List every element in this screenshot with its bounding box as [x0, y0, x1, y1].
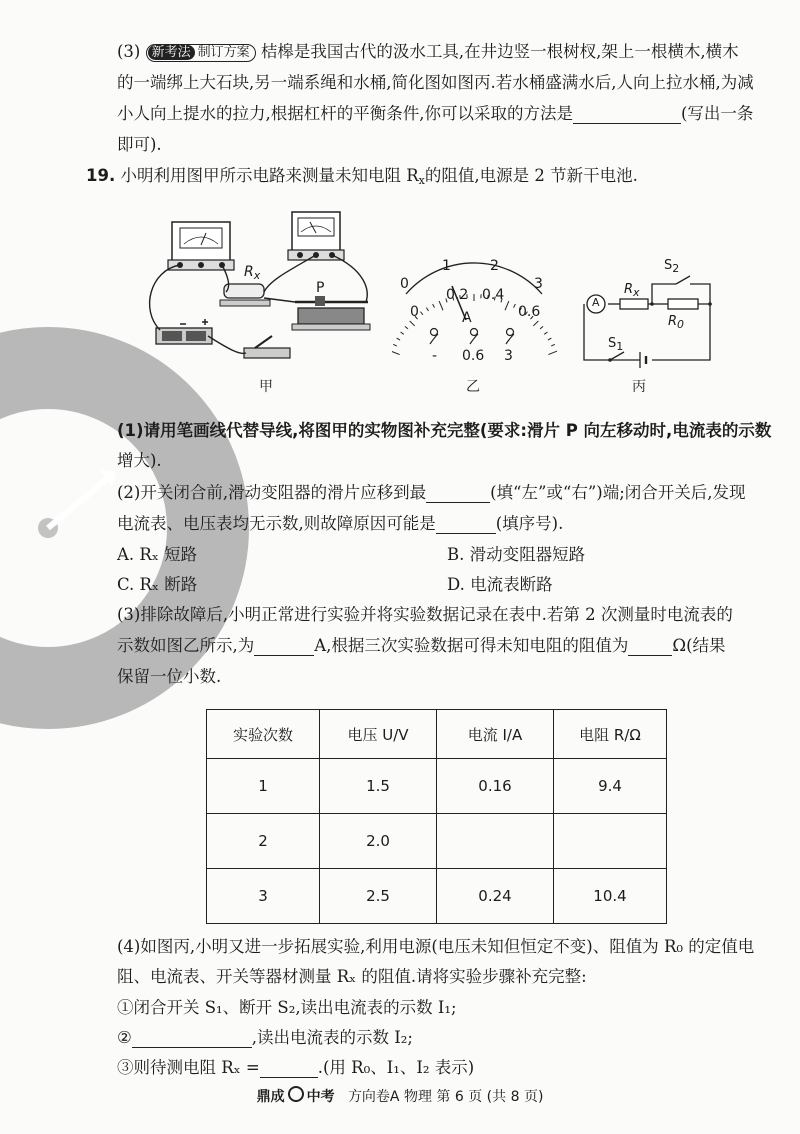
option-a: A. Rₓ 短路 — [117, 545, 198, 564]
label-p: P — [316, 280, 325, 296]
figure-bing-label: 丙 — [632, 379, 646, 395]
circuit-label-a: A — [592, 296, 600, 309]
logo-circle-icon — [288, 1086, 304, 1102]
table-cell: 2 — [207, 814, 320, 869]
label-rx — [244, 264, 260, 282]
table-cell[interactable] — [437, 814, 554, 869]
table-cell: 9.4 — [554, 759, 667, 814]
q18-text: 小人向上提水的拉力,根据杠杆的平衡条件,你可以采取的方法是 — [117, 104, 573, 123]
table-cell: 2.5 — [320, 869, 437, 924]
dial-tick — [548, 351, 557, 355]
part4-text: ,读出电流表的示数 I₂; — [251, 1028, 413, 1047]
q19-text: 的阻值,电源是 2 节新干电池. — [424, 166, 638, 185]
table-cell: 0.24 — [437, 869, 554, 924]
circuit-label-s1 — [608, 336, 623, 353]
subscript: x — [633, 286, 640, 299]
part3-text: A,根据三次实验数据可得未知电阻的阻值为 — [314, 636, 629, 655]
resistor-rx-symbol-icon — [620, 299, 648, 309]
answer-blank[interactable] — [573, 105, 681, 124]
switch-s2-icon — [676, 276, 690, 284]
part2-line1 — [117, 483, 746, 503]
dial-tick — [548, 338, 551, 340]
dial-bottom-1: 0.2 — [446, 287, 469, 303]
subscript: x — [418, 174, 425, 187]
part2-text: (填序号). — [495, 514, 564, 533]
circuit-label-r0-text: R — [668, 314, 678, 329]
part-number: (3) — [117, 42, 141, 61]
part1-line2: 增大). — [117, 451, 162, 470]
subscript: 2 — [672, 262, 680, 275]
table-cell: 1 — [207, 759, 320, 814]
part4-step2 — [117, 1028, 413, 1048]
part1-text: (1)请用笔画线代替导线,将图甲的实物图补充完整(要求:滑片 P 向左移动时,电流表的示数 — [117, 421, 772, 440]
part2-text: (填“左”或“右”)端;闭合开关后,发现 — [490, 483, 746, 502]
figure-yi-label: 乙 — [466, 379, 480, 395]
q18-line4: 即可). — [117, 135, 162, 154]
dial-tick — [540, 326, 543, 329]
part4-line2: 阻、电流表、开关等器材测量 Rₓ 的阻值.请将实验步骤补充完整: — [117, 967, 587, 986]
circuit-label-rx — [624, 282, 640, 299]
tag-plan: 制订方案 — [197, 45, 250, 60]
part3-line2 — [117, 636, 726, 656]
dial-tick — [544, 332, 547, 334]
answer-blank[interactable] — [254, 637, 314, 656]
subscript: 0 — [677, 318, 685, 331]
q18-text: (写出一条 — [681, 104, 754, 123]
table-row — [207, 869, 667, 924]
footer-text: 方向卷A 物理 第 6 页 (共 8 页) — [347, 1089, 544, 1105]
part3-line3: 保留一位小数. — [117, 667, 222, 686]
part4-text: ② — [117, 1028, 132, 1047]
terminal-icon — [471, 329, 478, 336]
dial-top-2: 2 — [490, 258, 499, 274]
ammeter-icon — [288, 212, 344, 260]
circuit-label-s1-text: S — [608, 336, 617, 351]
dial-tick — [514, 304, 516, 308]
dial-tick — [397, 338, 400, 340]
figure-bing-circuit — [580, 270, 720, 370]
dial-tick — [551, 344, 555, 346]
table-cell: 10.4 — [554, 869, 667, 924]
circuit-label-s2 — [664, 258, 679, 275]
page-footer — [0, 1086, 800, 1106]
dial-bottom-2: 0.4 — [482, 287, 505, 303]
part3-line1: (3)排除故障后,小明正常进行实验并将实验数据记录在表中.若第 2 次测量时电流表的 — [117, 605, 733, 624]
dial-tick — [420, 312, 422, 315]
part4-line1: (4)如图丙,小明又进一步拓展实验,利用电源(电压未知但恒定不变)、阻值为 R₀ 的定值电 — [117, 937, 755, 956]
terminal-icon — [507, 329, 514, 336]
q18-text: 桔槔是我国古代的汲水工具,在井边竖一根树杈,架上一根横木,横木 — [260, 42, 739, 61]
circuit-label-s2-text: S — [664, 258, 673, 273]
dial-top-0: 0 — [400, 276, 409, 292]
part4-step3 — [117, 1058, 474, 1078]
terminal-icon — [431, 329, 438, 336]
question-tag — [146, 44, 256, 62]
dial-tick — [393, 344, 397, 346]
option-b: B. 滑动变阻器短路 — [447, 545, 586, 564]
data-table — [206, 709, 667, 924]
part3-text: Ω(结果 — [672, 636, 726, 655]
part3-text: 示数如图乙所示,为 — [117, 636, 255, 655]
dial-bottom-3: 0.6 — [518, 304, 541, 320]
terminal-06: 0.6 — [462, 348, 485, 364]
option-d: D. 电流表断路 — [447, 575, 553, 594]
dial-top-1: 1 — [442, 258, 451, 274]
switch-s1-icon — [610, 352, 624, 360]
table-header: 电压 U/V — [320, 710, 437, 759]
table-row — [207, 814, 667, 869]
part4-text: .(用 R₀、I₁、I₂ 表示) — [317, 1058, 475, 1077]
option-c: C. Rₓ 断路 — [117, 575, 198, 594]
part2-text: 电流表、电压表均无示数,则故障原因可能是 — [117, 514, 436, 533]
table-header: 电流 I/A — [437, 710, 554, 759]
table-header-row — [207, 710, 667, 759]
part1-line1 — [117, 421, 771, 441]
table-cell[interactable] — [554, 814, 667, 869]
q18-line2: 的一端绑上大石块,另一端系绳和水桶,简化图如图丙.若水桶盛满水后,人向上拉水桶,为减 — [117, 73, 754, 92]
table-cell: 2.0 — [320, 814, 437, 869]
table-cell: 0.16 — [437, 759, 554, 814]
answer-blank[interactable] — [436, 515, 496, 534]
dial-tick — [426, 308, 428, 311]
dial-tick — [401, 332, 404, 334]
q19-text: 小明利用图甲所示电路来测量未知电阻 R — [120, 166, 419, 185]
part2-text: (2)开关闭合前,滑动变阻器的滑片应移到最 — [117, 483, 427, 502]
dial-tick — [405, 326, 408, 329]
table-cell: 1.5 — [320, 759, 437, 814]
figure-jia-label: 甲 — [259, 379, 273, 395]
part4-step1: ①闭合开关 S₁、断开 S₂,读出电流表的示数 I₁; — [117, 998, 457, 1017]
dial-tick — [439, 301, 443, 310]
dial-tick — [392, 351, 400, 355]
footer-brand: 鼎成 — [256, 1089, 285, 1105]
label-rx-text: R — [244, 264, 254, 280]
subscript: x — [253, 269, 261, 282]
voltmeter-icon — [168, 222, 234, 270]
dial-top-3: 3 — [534, 276, 543, 292]
q18-line3 — [117, 104, 753, 124]
resistor-r0-symbol-icon — [668, 299, 698, 309]
table-header: 电阻 R/Ω — [554, 710, 667, 759]
q19-stem — [86, 166, 638, 191]
dial-tick — [505, 301, 509, 310]
q18-line1 — [117, 42, 739, 62]
dial-unit: A — [462, 310, 472, 326]
terminal-3: 3 — [504, 348, 513, 364]
tag-new-exam: 新考法 — [148, 45, 195, 60]
answer-blank[interactable] — [426, 484, 490, 503]
subscript: 1 — [616, 340, 624, 353]
dial-bottom-0: 0 — [410, 304, 419, 320]
table-row — [207, 759, 667, 814]
dial-tick — [533, 321, 538, 326]
answer-blank[interactable] — [628, 637, 672, 656]
table-header: 实验次数 — [207, 710, 320, 759]
answer-blank[interactable] — [132, 1029, 252, 1048]
question-number: 19. — [86, 166, 116, 185]
part2-line2 — [117, 514, 563, 534]
circuit-label-r0 — [668, 314, 684, 331]
table-cell: 3 — [207, 869, 320, 924]
dial-tick — [410, 321, 415, 326]
part4-text: ③则待测电阻 Rₓ = — [117, 1058, 260, 1077]
footer-brand2: 中考 — [306, 1089, 335, 1105]
answer-blank[interactable] — [260, 1059, 318, 1078]
dial-tick — [433, 304, 435, 308]
terminal-minus: - — [432, 348, 438, 364]
circuit-label-rx-text: R — [624, 282, 634, 297]
